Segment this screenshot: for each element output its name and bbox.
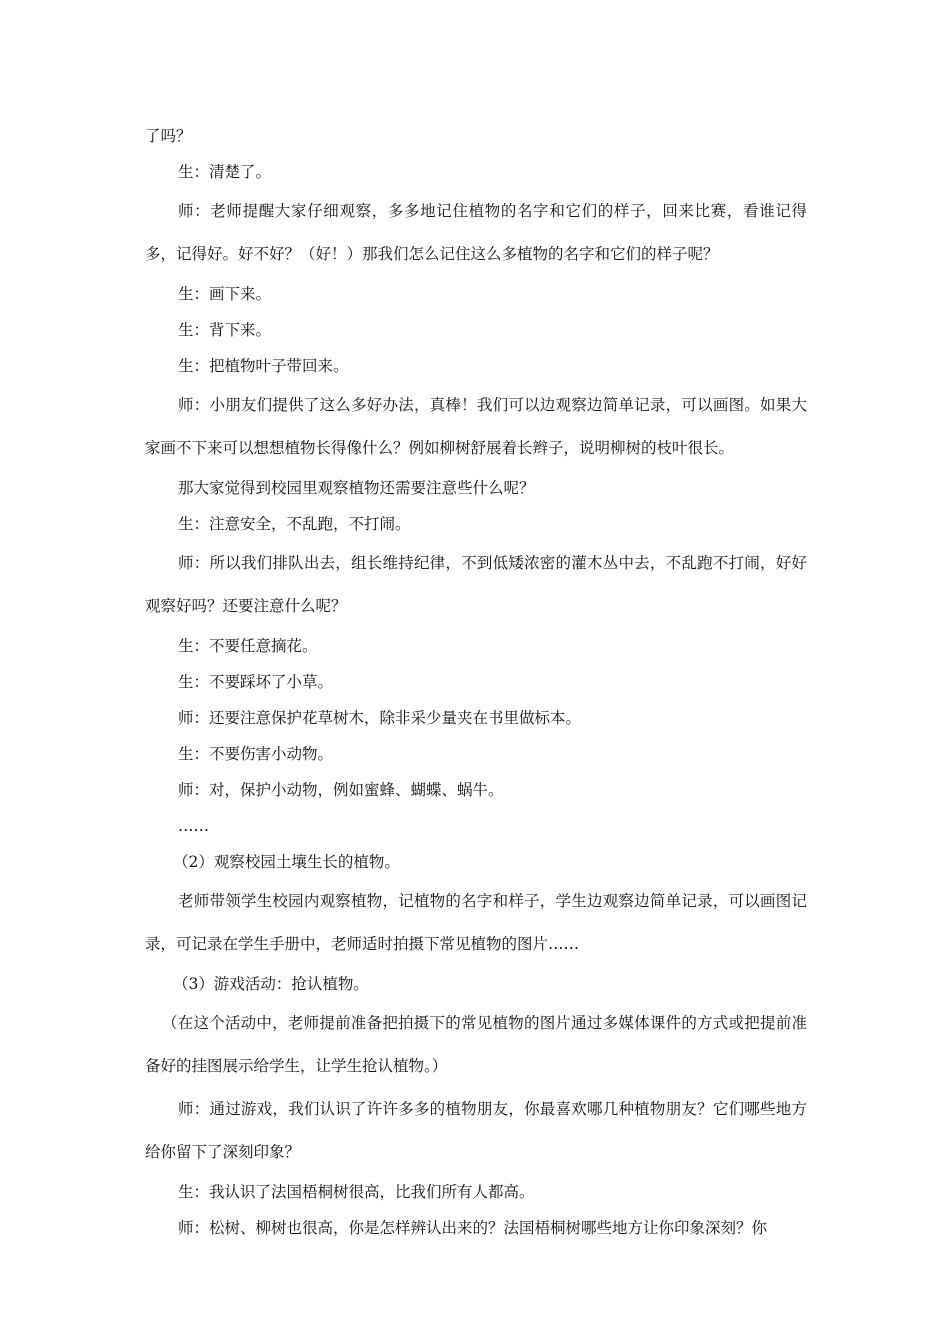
paragraph: 生：画下来。 [178,285,272,303]
paragraph: 生：不要任意摘花。 [178,637,318,655]
paragraph: 生：注意安全，不乱跑，不打闹。 [178,515,411,533]
paragraph: 那大家觉得到校园里观察植物还需要注意些什么呢？ [178,479,535,497]
ellipsis-line: …… [178,817,209,835]
paragraph: 生：我认识了法国梧桐树很高，比我们所有人都高。 [178,1183,535,1201]
section-heading: （2）观察校园土壤生长的植物。 [173,853,400,871]
paragraph: 老师带领学生校园内观察植物，记植物的名字和样子，学生边观察边简单记录，可以画图记录，可记录在学生手册中，老师适时拍摄下常见植物的图片…… [145,892,807,953]
paragraph: 了吗？ [145,127,192,145]
section-heading: （3）游戏活动：抢认植物。 [173,975,369,993]
paragraph: 师：所以我们排队出去，组长维持纪律，不到低矮浓密的灌木丛中去，不乱跑不打闹，好好观察好吗？还要注意什么呢？ [145,554,807,615]
paragraph: 师：小朋友们提供了这么多好办法，真棒！我们可以边观察边简单记录，可以画图。如果大家画不下来可以想想植物长得像什么？例如柳树舒展着长辫子，说明柳树的枝叶很长。 [145,396,807,457]
paragraph: 师：还要注意保护花草树木，除非采少量夹在书里做标本。 [178,709,582,727]
paragraph: 生：把植物叶子带回来。 [178,357,349,375]
note-paragraph: （在这个活动中，老师提前准备把拍摄下的常见植物的图片通过多媒体课件的方式或把提前准备好的挂图展示给学生，让学生抢认植物。） [145,1014,807,1075]
paragraph: 生：清楚了。 [178,163,272,181]
paragraph: 生：不要伤害小动物。 [178,745,334,763]
document-body [145,118,807,1246]
paragraph: 生：背下来。 [178,321,272,339]
paragraph: 师：老师提醒大家仔细观察，多多地记住植物的名字和它们的样子，回来比赛，看谁记得多，记得好。好不好？（好！）那我们怎么记住这么多植物的名字和它们的样子呢？ [145,202,807,263]
paragraph: 生：不要踩坏了小草。 [178,673,334,691]
paragraph: 师：对，保护小动物，例如蜜蜂、蝴蝶、蜗牛。 [178,781,504,799]
paragraph: 师：松树、柳树也很高，你是怎样辨认出来的？法国梧桐树哪些地方让你印象深刻？你 [178,1219,768,1237]
paragraph: 师：通过游戏，我们认识了许许多多的植物朋友，你最喜欢哪几种植物朋友？它们哪些地方给你留下了深刻印象？ [145,1100,807,1161]
